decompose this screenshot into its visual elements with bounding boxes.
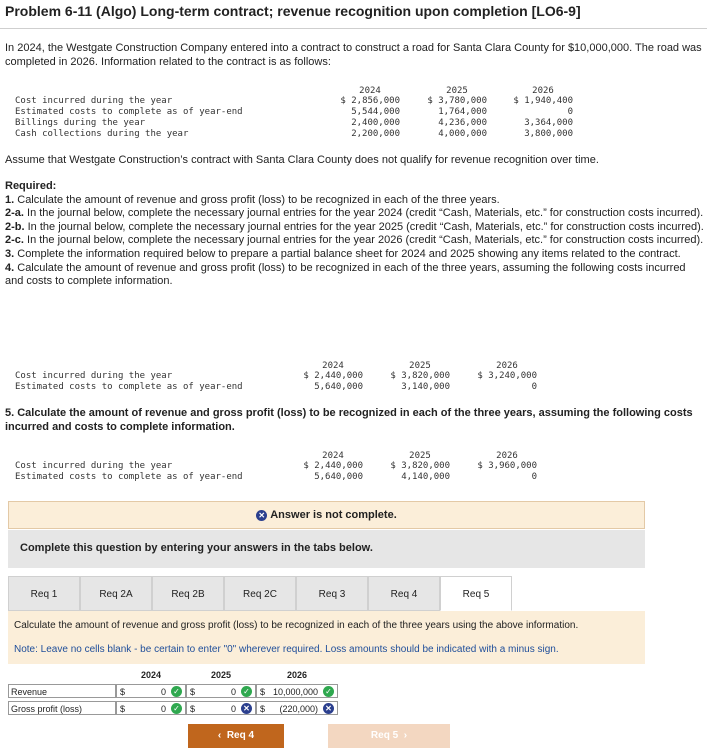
cell: 3,140,000: [401, 382, 450, 392]
gross-profit-2026-input[interactable]: $ (220,000) ✕: [256, 701, 338, 715]
revenue-2025-input[interactable]: $ 0 ✓: [186, 684, 256, 698]
gross-profit-2025-input[interactable]: $ 0 ✕: [186, 701, 256, 715]
tab-req-3[interactable]: Req 3: [296, 576, 368, 611]
row-label: Cost incurred during the year: [15, 96, 173, 106]
next-button[interactable]: [328, 724, 450, 748]
incorrect-icon: ✕: [323, 703, 334, 714]
year-header: 2025: [409, 361, 431, 371]
correct-icon: ✓: [323, 686, 334, 697]
instruction-bar: [8, 530, 645, 568]
year-header: 2024: [140, 670, 162, 680]
row-label: Estimated costs to complete as of year-end: [15, 107, 243, 117]
year-header: 2024: [322, 361, 344, 371]
banner-text: Answer is not complete.: [270, 509, 397, 521]
cell: $ 3,960,000: [477, 461, 537, 471]
cell: 4,000,000: [438, 129, 487, 139]
tab-req-2a[interactable]: Req 2A: [80, 576, 152, 611]
title-divider: [0, 28, 707, 29]
row-label: Cost incurred during the year: [15, 371, 173, 381]
requirement-item: 2-a. In the journal below, complete the necessary journal entries for the year 2024 (credit “Cash, Materials, etc.” for construction costs incurred).: [5, 207, 704, 220]
cell: 2,400,000: [351, 118, 400, 128]
correct-icon: ✓: [171, 686, 182, 697]
incorrect-icon: ✕: [256, 510, 267, 521]
correct-icon: ✓: [171, 703, 182, 714]
cell: 0: [531, 382, 537, 392]
assumption-text: Assume that Westgate Construction’s contract with Santa Clara County does not qualify for revenue recognition over time.: [5, 154, 599, 166]
cell: $ 3,240,000: [477, 371, 537, 381]
row-label: Cash collections during the year: [15, 129, 189, 139]
cell: 2,200,000: [351, 129, 400, 139]
intro-text: In 2024, the Westgate Construction Company entered into a contract to construct a road for Santa Clara County for $10,000,000. The road was completed in 2026. Information related to the contract is as follows:: [5, 42, 702, 68]
cell: $ 2,440,000: [303, 371, 363, 381]
cell: 0: [531, 472, 537, 482]
cell: 5,640,000: [314, 382, 363, 392]
next-button-label: Req 5: [370, 730, 399, 741]
cell: $ 3,780,000: [427, 96, 487, 106]
requirements-list: [5, 180, 705, 289]
incorrect-icon: ✕: [241, 703, 252, 714]
question-panel: [8, 611, 645, 664]
cell: 5,640,000: [314, 472, 363, 482]
cell: 4,140,000: [401, 472, 450, 482]
year-header: 2026: [496, 361, 518, 371]
requirement-item: 1. Calculate the amount of revenue and gross profit (loss) to be recognized in each of the three years.: [5, 193, 500, 206]
cell: $ 2,856,000: [340, 96, 400, 106]
gross-profit-2024-input[interactable]: $ 0 ✓: [116, 701, 186, 715]
problem-title: Problem 6-11 (Algo) Long-term contract; revenue recognition upon completion [LO6-9]: [5, 3, 581, 19]
instruction-text: Complete this question by entering your answers in the tabs below.: [20, 542, 373, 554]
requirement-tabs: [8, 576, 645, 611]
prev-button-label: Req 4: [226, 730, 255, 741]
cell: 0: [567, 107, 573, 117]
cell: $ 1,940,400: [513, 96, 573, 106]
requirement-item: 2-c. In the journal below, complete the necessary journal entries for the year 2026 (credit “Cash, Materials, etc.” for construction costs incurred).: [5, 234, 704, 247]
req5-text: 5. Calculate the amount of revenue and gross profit (loss) to be recognized in each of the three years, assuming the following costs incurred and costs to complete information.: [5, 407, 693, 433]
chevron-right-icon: ›: [403, 730, 408, 741]
chevron-left-icon: ‹: [217, 730, 222, 741]
cell: 3,800,000: [524, 129, 573, 139]
year-header: 2025: [446, 86, 468, 96]
cell: $ 3,820,000: [390, 461, 450, 471]
requirement-item: 4. Calculate the amount of revenue and gross profit (loss) to be recognized in each of the three years, assuming the following costs incurred and costs to complete information.: [5, 261, 686, 288]
year-header: 2026: [496, 451, 518, 461]
cell: 5,544,000: [351, 107, 400, 117]
cell: $ 3,820,000: [390, 371, 450, 381]
cell: 1,764,000: [438, 107, 487, 117]
year-header: 2024: [359, 86, 381, 96]
requirement-item: 3. Complete the information required below to prepare a partial balance sheet for 2024 and 2025 showing any items related to the contract.: [5, 247, 681, 260]
tab-req-2b[interactable]: Req 2B: [152, 576, 224, 611]
revenue-2024-input[interactable]: $ 0 ✓: [116, 684, 186, 698]
row-label: Billings during the year: [15, 118, 146, 128]
row-label: Revenue: [8, 684, 116, 698]
row-label: Cost incurred during the year: [15, 461, 173, 471]
row-label: Estimated costs to complete as of year-end: [15, 472, 243, 482]
required-heading: Required:: [5, 180, 57, 192]
prev-button[interactable]: [188, 724, 284, 748]
tab-req-1[interactable]: Req 1: [8, 576, 80, 611]
row-label: Gross profit (loss): [8, 701, 116, 715]
cell: 4,236,000: [438, 118, 487, 128]
answer-status-banner: [8, 501, 645, 529]
correct-icon: ✓: [241, 686, 252, 697]
year-header: 2024: [322, 451, 344, 461]
tab-req-2c[interactable]: Req 2C: [224, 576, 296, 611]
year-header: 2026: [532, 86, 554, 96]
row-label: Estimated costs to complete as of year-end: [15, 382, 243, 392]
year-header: 2025: [409, 451, 431, 461]
cell: 3,364,000: [524, 118, 573, 128]
year-header: 2026: [286, 670, 308, 680]
revenue-2026-input[interactable]: $ 10,000,000 ✓: [256, 684, 338, 698]
tab-req-5[interactable]: Req 5: [440, 576, 512, 611]
cell: $ 2,440,000: [303, 461, 363, 471]
question-note: Note: Leave no cells blank - be certain to enter "0" wherever required. Loss amounts should be indicated with a minus sign.: [14, 644, 559, 655]
question-text: Calculate the amount of revenue and gross profit (loss) to be recognized in each of the three years using the above information.: [14, 620, 579, 631]
requirement-item: 2-b. In the journal below, complete the necessary journal entries for the year 2025 (credit “Cash, Materials, etc.” for construction costs incurred).: [5, 220, 704, 233]
tab-req-4[interactable]: Req 4: [368, 576, 440, 611]
year-header: 2025: [210, 670, 232, 680]
